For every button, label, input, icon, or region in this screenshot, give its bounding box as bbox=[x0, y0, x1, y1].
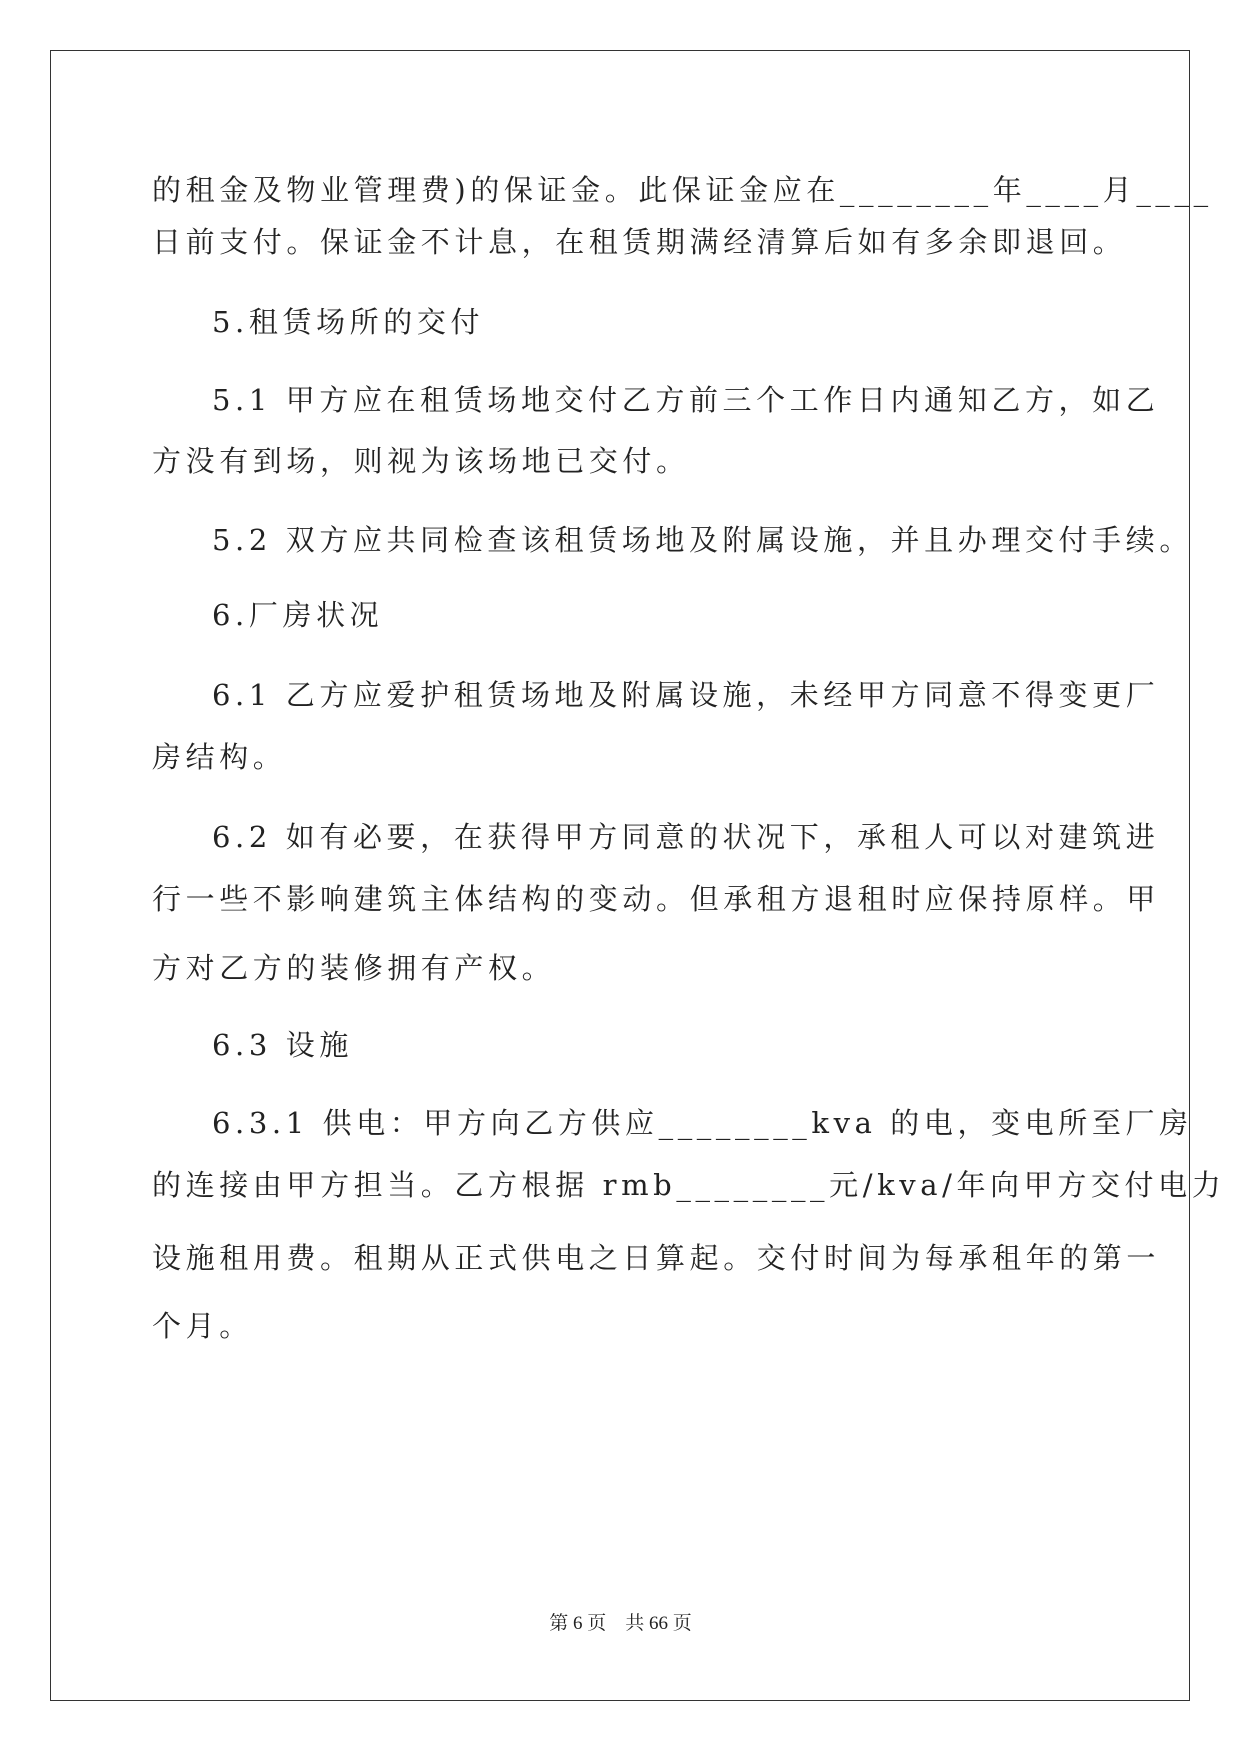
text-line-1: 的租金及物业管理费)的保证金。此保证金应在________年____月____ bbox=[152, 173, 1213, 207]
text-line-6-2-cont-2: 方对乙方的装修拥有产权。 bbox=[152, 951, 556, 985]
text-line-6-2-cont-1: 行一些不影响建筑主体结构的变动。但承租方退租时应保持原样。甲 bbox=[152, 882, 1161, 916]
section-heading-5: 5.租赁场所的交付 bbox=[212, 305, 485, 339]
text-line-6-2: 6.2 如有必要，在获得甲方同意的状况下，承租人可以对建筑进 bbox=[212, 820, 1160, 854]
text-line-6-1-cont: 房结构。 bbox=[152, 740, 287, 774]
text-line-2: 日前支付。保证金不计息，在租赁期满经清算后如有多余即退回。 bbox=[152, 225, 1127, 259]
page-number: 第 6 页 共 66 页 bbox=[549, 1613, 692, 1634]
text-line-6-3-1: 6.3.1 供电：甲方向乙方供应________kva 的电，变电所至厂房 bbox=[212, 1106, 1193, 1140]
text-line-6-3-1-cont-3: 个月。 bbox=[152, 1309, 253, 1343]
text-line-5-2: 5.2 双方应共同检查该租赁场地及附属设施，并且办理交付手续。 bbox=[212, 523, 1193, 557]
text-line-6-1: 6.1 乙方应爱护租赁场地及附属设施，未经甲方同意不得变更厂 bbox=[212, 678, 1160, 712]
page-border bbox=[50, 50, 1190, 1701]
section-heading-6: 6.厂房状况 bbox=[212, 598, 384, 632]
text-line-5-1: 5.1 甲方应在租赁场地交付乙方前三个工作日内通知乙方，如乙 bbox=[212, 383, 1160, 417]
text-line-5-1-cont: 方没有到场，则视为该场地已交付。 bbox=[152, 444, 690, 478]
section-heading-6-3: 6.3 设施 bbox=[212, 1028, 353, 1062]
text-line-6-3-1-cont-1: 的连接由甲方担当。乙方根据 rmb________元/kva/年向甲方交付电力 bbox=[152, 1168, 1226, 1202]
text-line-6-3-1-cont-2: 设施租用费。租期从正式供电之日算起。交付时间为每承租年的第一 bbox=[152, 1241, 1161, 1275]
